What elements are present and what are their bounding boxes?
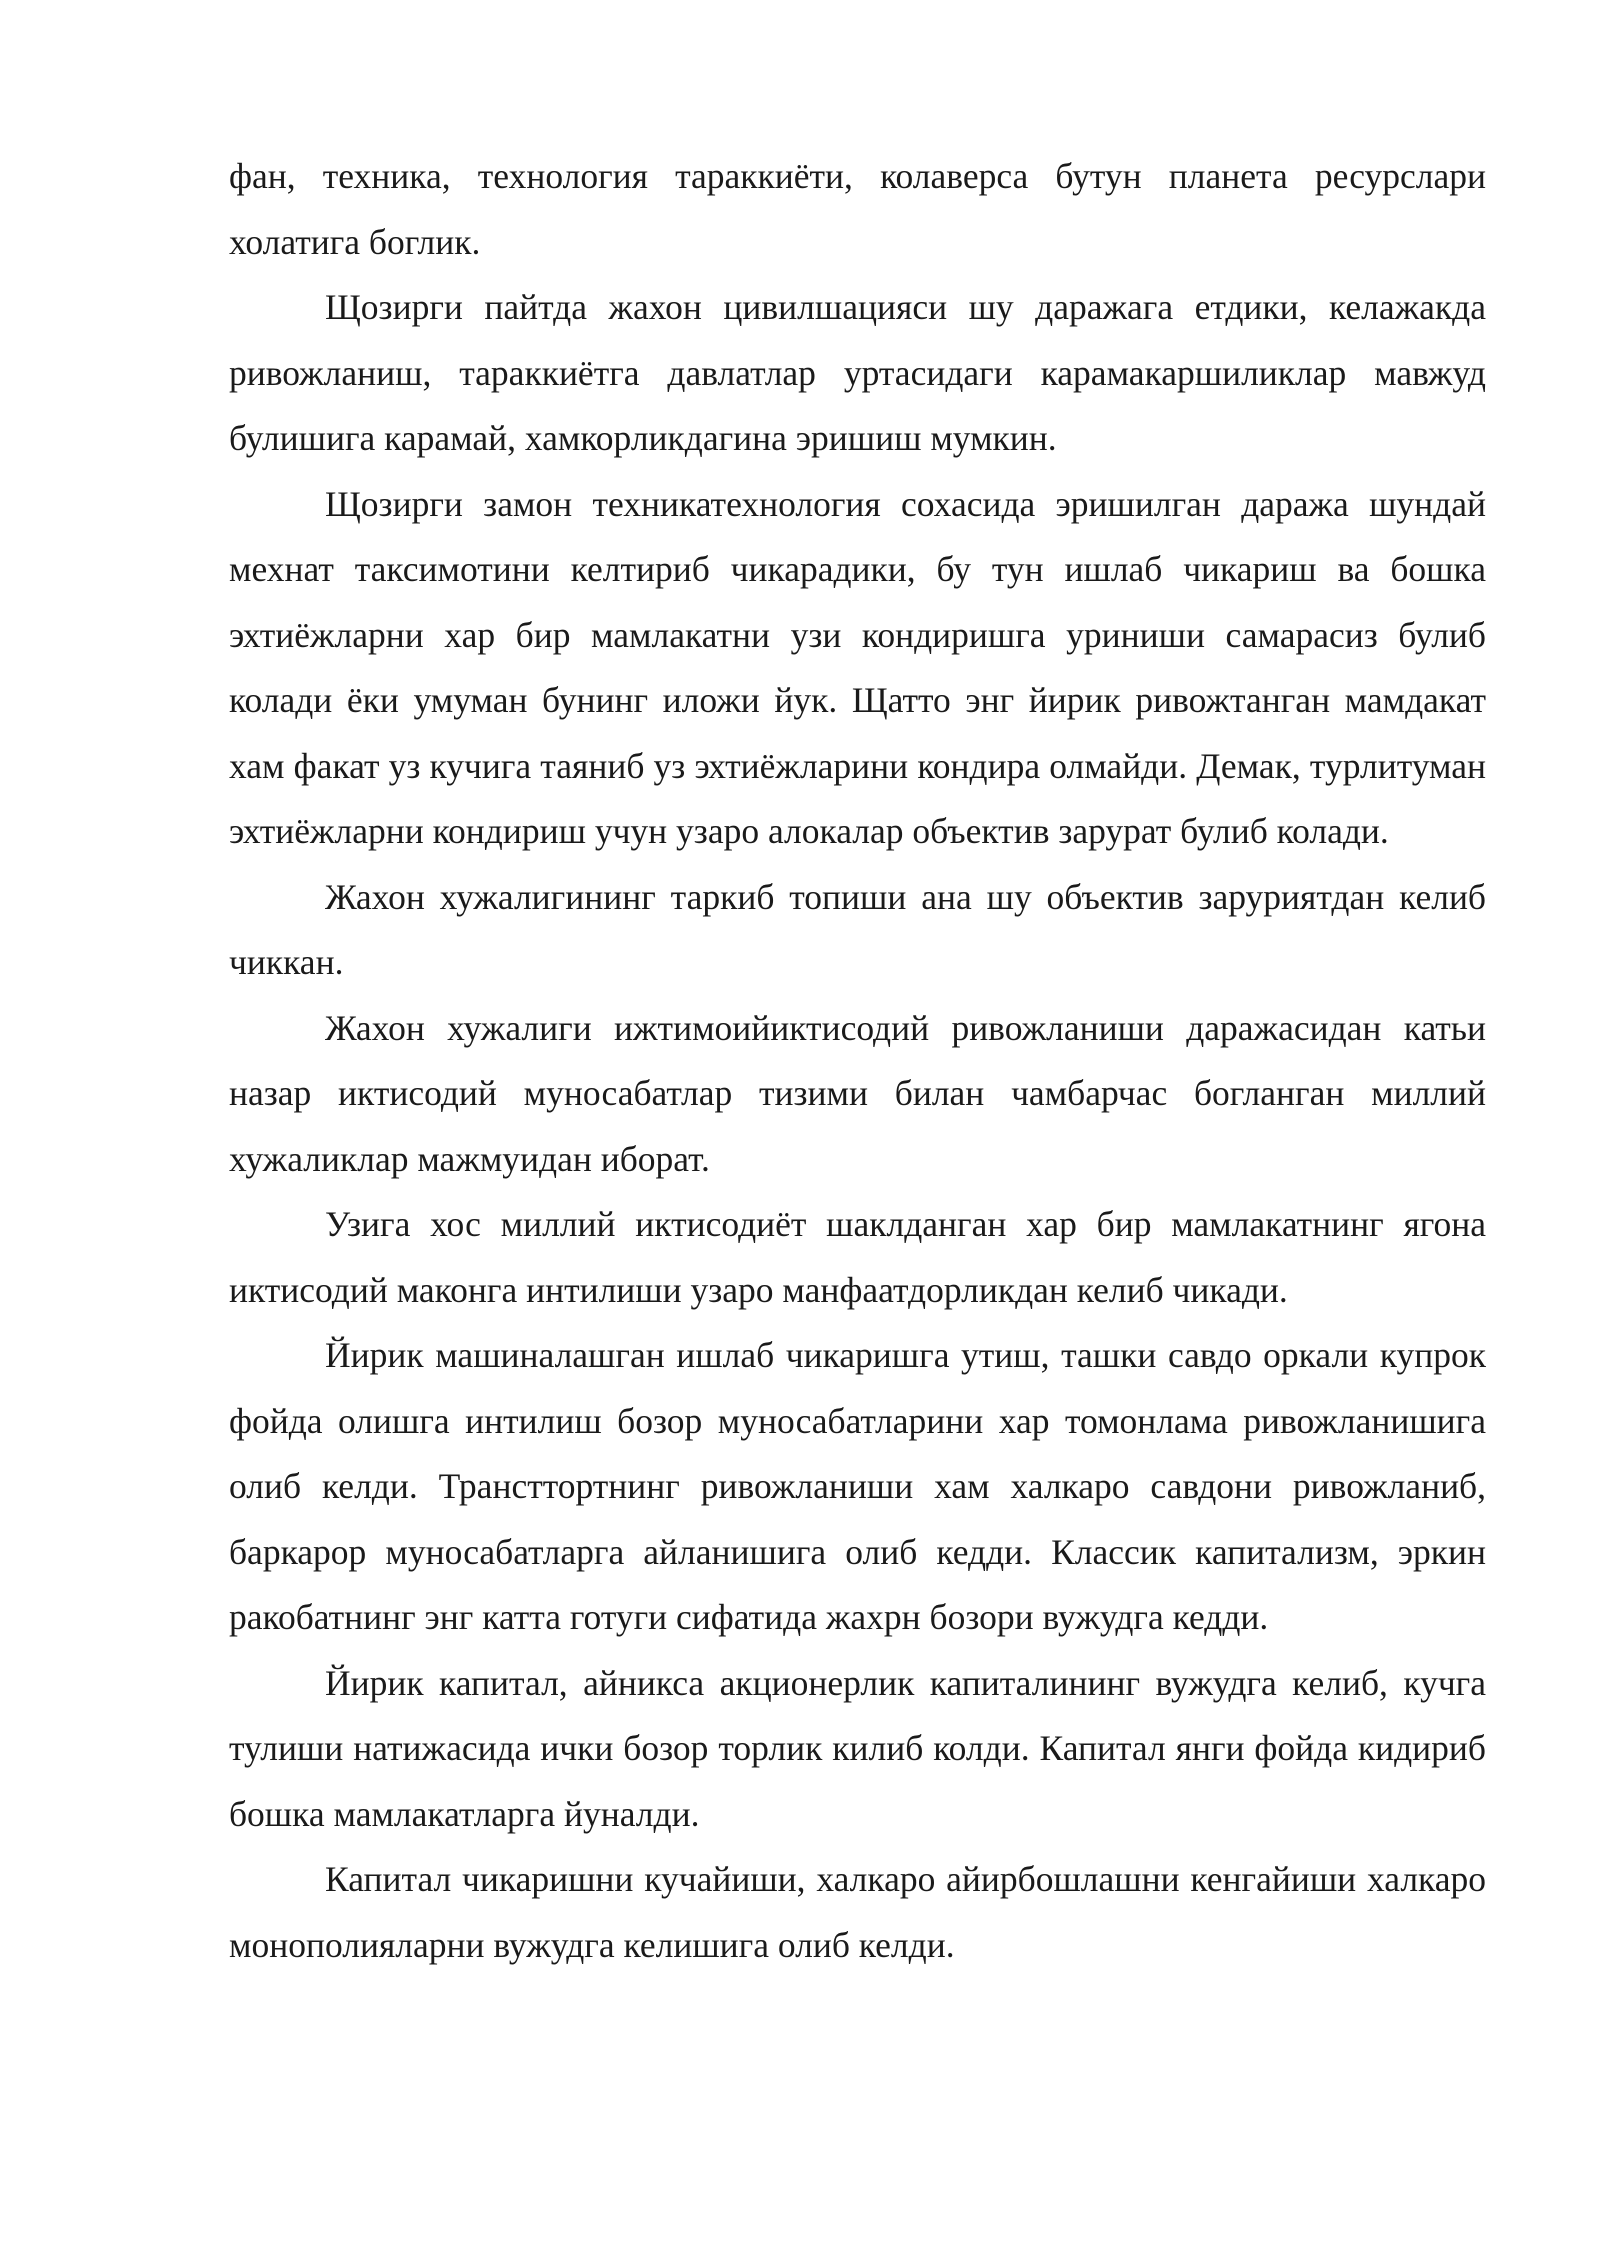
paragraph-3: Щозирги замон техникатехнология сохасида эришилган даража шундай мехнат таксимотини келтириб чикарадики, бу тун ишлаб чикариш ва бошка эхтиёжларни хар бир мамлакатни узи кондиришга уриниши самарасиз булиб колади ёки умуман бунинг иложи йук. Щатто энг йирик ривожтанган мамдакат хам факат уз кучига таяниб уз эхтиёжларини кондира олмайди. Демак, турлитуман эхтиёжларни кондириш учун узаро алокалар объектив зарурат булиб колади. xyxy=(229,483,1486,851)
paragraph-4: Жахон хужалигининг таркиб топиши ана шу объектив заруриятдан келиб чиккан. xyxy=(229,876,1486,982)
document-body xyxy=(229,144,1486,1978)
paragraph-2: Щозирги пайтда жахон цивилшацияси шу даражага етдики, келажакда ривожланиш, тараккиётга давлатлар уртасидаги карамакаршиликлар мавжуд булишига карамай, хамкорликдагина эришиш мумкин. xyxy=(229,287,1486,458)
paragraph-7: Йирик машиналашган ишлаб чикаришга утиш, ташки савдо оркали купрок фойда олишга интилиш бозор муносабатларини хар томонлама ривожланишига олиб келди. Трансттортнинг ривожланиши хам халкаро савдони ривожланиб, баркарор муносабатларга айланишига олиб кедди. Классик капитализм, эркин ракобатнинг энг катта готуги сифатида жахрн бозори вужудга кедди. xyxy=(229,1335,1486,1637)
paragraph-5: Жахон хужалиги ижтимоийиктисодий ривожланиши даражасидан катьи назар иктисодий муносабатлар тизими билан чамбарчас богланган миллий хужаликлар мажмуидан иборат. xyxy=(229,1007,1486,1179)
paragraph-8: Йирик капитал, айникса акционерлик капиталининг вужудга келиб, кучга тулиши натижасида ички бозор торлик килиб колди. Капитал янги фойда кидириб бошка мамлакатларга йуналди. xyxy=(229,1662,1486,1834)
paragraph-6: Узига хос миллий иктисодиёт шаклданган хар бир мамлакатнинг ягона иктисодий маконга интилиши узаро манфаатдорликдан келиб чикади. xyxy=(229,1204,1486,1310)
paragraph-9: Капитал чикаришни кучайиши, халкаро айирбошлашни кенгайиши халкаро монополияларни вужудга келишига олиб келди. xyxy=(229,1859,1486,1965)
paragraph-1: фан, техника, технология тараккиёти, колаверса бутун планета ресурслари холатига боглик. xyxy=(229,156,1486,262)
